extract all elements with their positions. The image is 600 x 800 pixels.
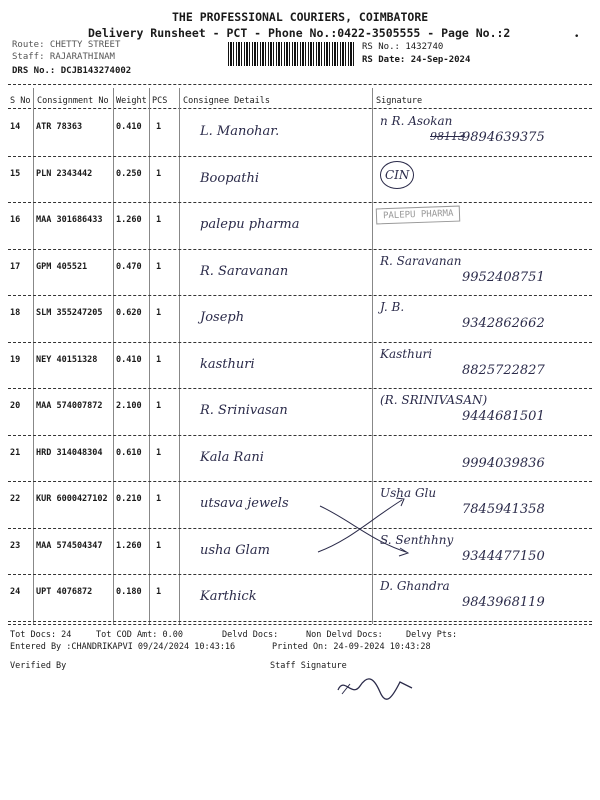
row-consignment: PLN 2343442 [36, 168, 93, 179]
row-consignment: ATR 78363 [36, 122, 83, 132]
correction-arrows [300, 490, 420, 570]
row-consignment: MAA 574007872 [36, 401, 103, 411]
row-sno: 24 [10, 587, 21, 597]
row-weight: 0.410 [116, 122, 142, 132]
delivered-docs: Delvd Docs: [222, 630, 279, 640]
row-separator [8, 388, 592, 389]
row-consignee: R. Srinivasan [200, 403, 288, 418]
row-phone: 9952408751 [462, 269, 545, 285]
row-separator [8, 295, 592, 296]
row-consignee: usha Glam [200, 542, 270, 558]
row-consignment: KUR 6000427102 [36, 494, 108, 504]
row-weight: 0.620 [116, 308, 142, 318]
col-pcs: PCS [152, 96, 168, 106]
row-consignee: Boopathi [200, 170, 260, 186]
row-phone: 9843968119 [462, 595, 545, 610]
row-sno: 22 [10, 494, 21, 504]
rule-top [8, 84, 592, 85]
row-phone: 7845941358 [462, 502, 545, 517]
row-pcs: 1 [156, 401, 162, 411]
rule-bottom [8, 624, 592, 625]
row-weight: 0.250 [116, 168, 142, 179]
row-phone: 9444681501 [462, 409, 545, 424]
rs-number: RS No.: 1432740 [362, 42, 444, 52]
row-consignee: kasthuri [200, 356, 255, 372]
row-pcs: 1 [156, 494, 162, 504]
row-separator [8, 342, 592, 343]
route-label: Route: CHETTY STREET [12, 40, 121, 50]
row-sno: 14 [10, 122, 21, 132]
row-weight: 2.100 [116, 401, 142, 411]
staff-label: Staff: RAJARATHINAM [12, 52, 115, 62]
staff-signature [330, 668, 430, 708]
company-name: THE PROFESSIONAL COURIERS, COIMBATORE [172, 10, 429, 24]
rule-header [8, 108, 592, 109]
row-separator [8, 574, 592, 575]
row-pcs: 1 [156, 308, 162, 318]
row-consignment: NEY 40151328 [36, 354, 98, 365]
row-pcs: 1 [156, 447, 162, 458]
row-consignee: Karthick [200, 589, 257, 604]
row-signature: CIN [380, 161, 414, 189]
row-signature: S. Senthhny [380, 532, 454, 547]
row-weight: 0.410 [116, 354, 142, 365]
row-consignment: MAA 574504347 [36, 540, 103, 551]
runsheet-title: Delivery Runsheet - PCT - Phone No.:0422-3505555 - Page No.:2 [88, 26, 511, 40]
row-consignee: Kala Rani [200, 449, 264, 465]
delivery-points: Delvy Pts: [406, 630, 458, 640]
row-consignee: L. Manohar. [200, 124, 280, 139]
row-stamp: PALEPU PHARMA [376, 206, 461, 225]
row-phone: 9344477150 [462, 548, 545, 564]
row-consignee: palepu pharma [200, 217, 300, 232]
entered-by: Entered By :CHANDRIKAPVI 09/24/2024 10:43:16 [10, 642, 236, 652]
printed-on: Printed On: 24-09-2024 10:43:28 [272, 642, 431, 652]
row-sno: 19 [10, 354, 21, 365]
row-consignee: utsava jewels [200, 496, 289, 511]
non-delivered-docs: Non Delvd Docs: [306, 630, 383, 640]
separator-consignment [113, 88, 114, 624]
total-docs: Tot Docs: 24 [10, 630, 72, 640]
row-separator [8, 435, 592, 436]
corner-mark: • [574, 32, 580, 42]
row-consignment: UPT 4076872 [36, 587, 93, 597]
separator-weight [149, 88, 150, 624]
total-cod: Tot COD Amt: 0.00 [96, 630, 183, 640]
row-phone: 9994039836 [462, 455, 545, 471]
row-signature: D. Ghandra [380, 579, 450, 593]
row-separator [8, 249, 592, 250]
row-pcs: 1 [156, 168, 162, 179]
row-consignment: HRD 314048304 [36, 447, 103, 458]
col-weight: Weight [116, 96, 147, 106]
verified-by: Verified By [10, 661, 67, 671]
row-phone: 9342862662 [462, 316, 545, 331]
row-sno: 20 [10, 401, 21, 411]
row-pcs: 1 [156, 122, 162, 132]
row-pcs: 1 [156, 215, 162, 225]
row-separator [8, 621, 592, 622]
row-consignee: R. Saravanan [200, 263, 289, 279]
row-weight: 1.260 [116, 540, 142, 551]
col-consignee: Consignee Details [183, 96, 270, 106]
row-sno: 21 [10, 447, 21, 458]
row-weight: 0.210 [116, 494, 142, 504]
row-pcs: 1 [156, 354, 162, 365]
row-weight: 0.180 [116, 587, 142, 597]
row-signature: Usha Glu [380, 486, 437, 500]
row-consignee: Joseph [200, 310, 245, 325]
row-struck-number: 98113 [430, 130, 465, 143]
separator-pcs [179, 88, 180, 624]
rs-date: RS Date: 24-Sep-2024 [362, 55, 471, 65]
row-sno: 16 [10, 215, 21, 225]
drs-number: DRS No.: DCJB143274002 [12, 66, 132, 76]
col-consignment: Consignment No [37, 96, 109, 106]
row-sno: 15 [10, 168, 21, 179]
row-separator [8, 481, 592, 482]
barcode-lower [228, 56, 354, 66]
row-weight: 0.470 [116, 261, 142, 272]
row-pcs: 1 [156, 261, 162, 272]
row-consignment: MAA 301686433 [36, 215, 103, 225]
row-phone: 8825722827 [462, 362, 545, 378]
row-sno: 23 [10, 540, 21, 551]
col-signature: Signature [376, 96, 423, 106]
row-separator [8, 202, 592, 203]
row-weight: 0.610 [116, 447, 142, 458]
separator-sno [33, 88, 34, 624]
row-signature: J. B. [380, 300, 405, 314]
row-pcs: 1 [156, 587, 162, 597]
row-signature: n R. Asokan [380, 114, 453, 128]
row-signature: R. Saravanan [380, 253, 462, 268]
row-pcs: 1 [156, 540, 162, 551]
row-sno: 18 [10, 308, 21, 318]
row-weight: 1.260 [116, 215, 142, 225]
row-signature: (R. SRINIVASAN) [380, 393, 488, 407]
row-signature: Kasthuri [380, 346, 433, 361]
row-phone: 9894639375 [462, 130, 545, 145]
staff-signature-label: Staff Signature [270, 661, 347, 671]
row-consignment: GPM 405521 [36, 261, 88, 272]
row-consignment: SLM 355247205 [36, 308, 103, 318]
row-sno: 17 [10, 261, 21, 272]
col-sno: S No [10, 96, 31, 106]
row-separator [8, 156, 592, 157]
